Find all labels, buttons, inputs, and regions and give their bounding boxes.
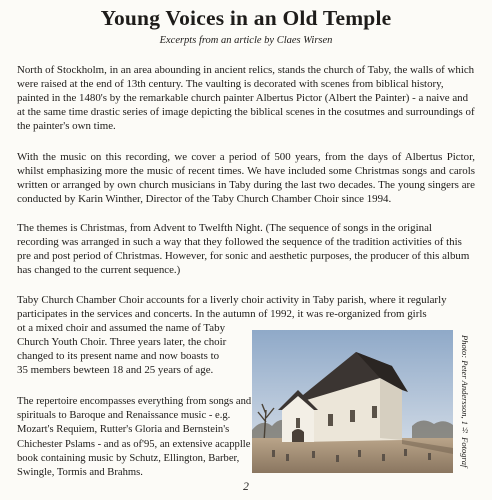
photo-credit: Photo: Peter Andersson, 1½ Fotograf [460,335,470,468]
paragraph-church-history: North of Stockholm, in an area abounding in ancient relics, stands the church of Taby, the walls of which were raised at the end of 13th century. The vaulting is decorated with scenes from biblical history, painted in the 1480's by the remarkable church painter Albertus Pictor (Albert the Painter) - a naive and at the same time drastic series of image depicting the biblical scenes in the cosutmes and surroundings of the painter's own time. [17,64,475,133]
page-number: 2 [243,481,249,493]
choir-line: Church Youth Choir. Three years later, the choir [17,336,227,349]
article-subtitle: Excerpts from an article by Claes Wirsen [159,35,333,46]
choir-line: Taby Church Chamber Choir accounts for a liverly choir activity in Taby parish, where it regularly [17,294,447,306]
choir-line: changed to its present name and now boasts to [17,350,220,363]
paragraph-recording: With the music on this recording, we cover a period of 500 years, from the days of Albertus Pictor, whilst emphasizing more the music of recent times. We have included some Christmas songs and carols written or arranged by own church musicians in Taby during the last two decades. The young singers are conducted by Karin Winther, Director of the Taby Church Chamber Choir since 1994. [17,151,475,206]
choir-line: 35 members bewteen 18 and 25 years of age. [17,364,214,377]
choir-line: participates in the services and concerts. In the autumn of 1992, it was re-organized from girls [17,308,427,321]
article-title: Young Voices in an Old Temple [100,6,392,30]
choir-line: ot a mixed choir and assumed the name of Taby [17,322,226,335]
paragraph-repertoire: The repertoire encompasses everything from songs and spirituals to Baroque and Renaissance music - e.g. Mozart's Requiem, Rutter's Gloria and Bernstein's Chichester Pslams - and as of'95, an extensive acapplle book containing music by Schutz, Ellington, Barber, Swingle, Tormis and Brahms. [17,396,252,479]
paragraph-themes: The themes is Christmas, from Advent to Twelfth Night. (The sequence of songs in the original recording was arranged in such a way that they followed the sequence of the tradition activities of this pre and post period of Christmas. However, for sonic and aesthetic purposes, the producer of this album has changed to the current sequence.) [17,222,470,277]
church-photo [252,330,453,473]
